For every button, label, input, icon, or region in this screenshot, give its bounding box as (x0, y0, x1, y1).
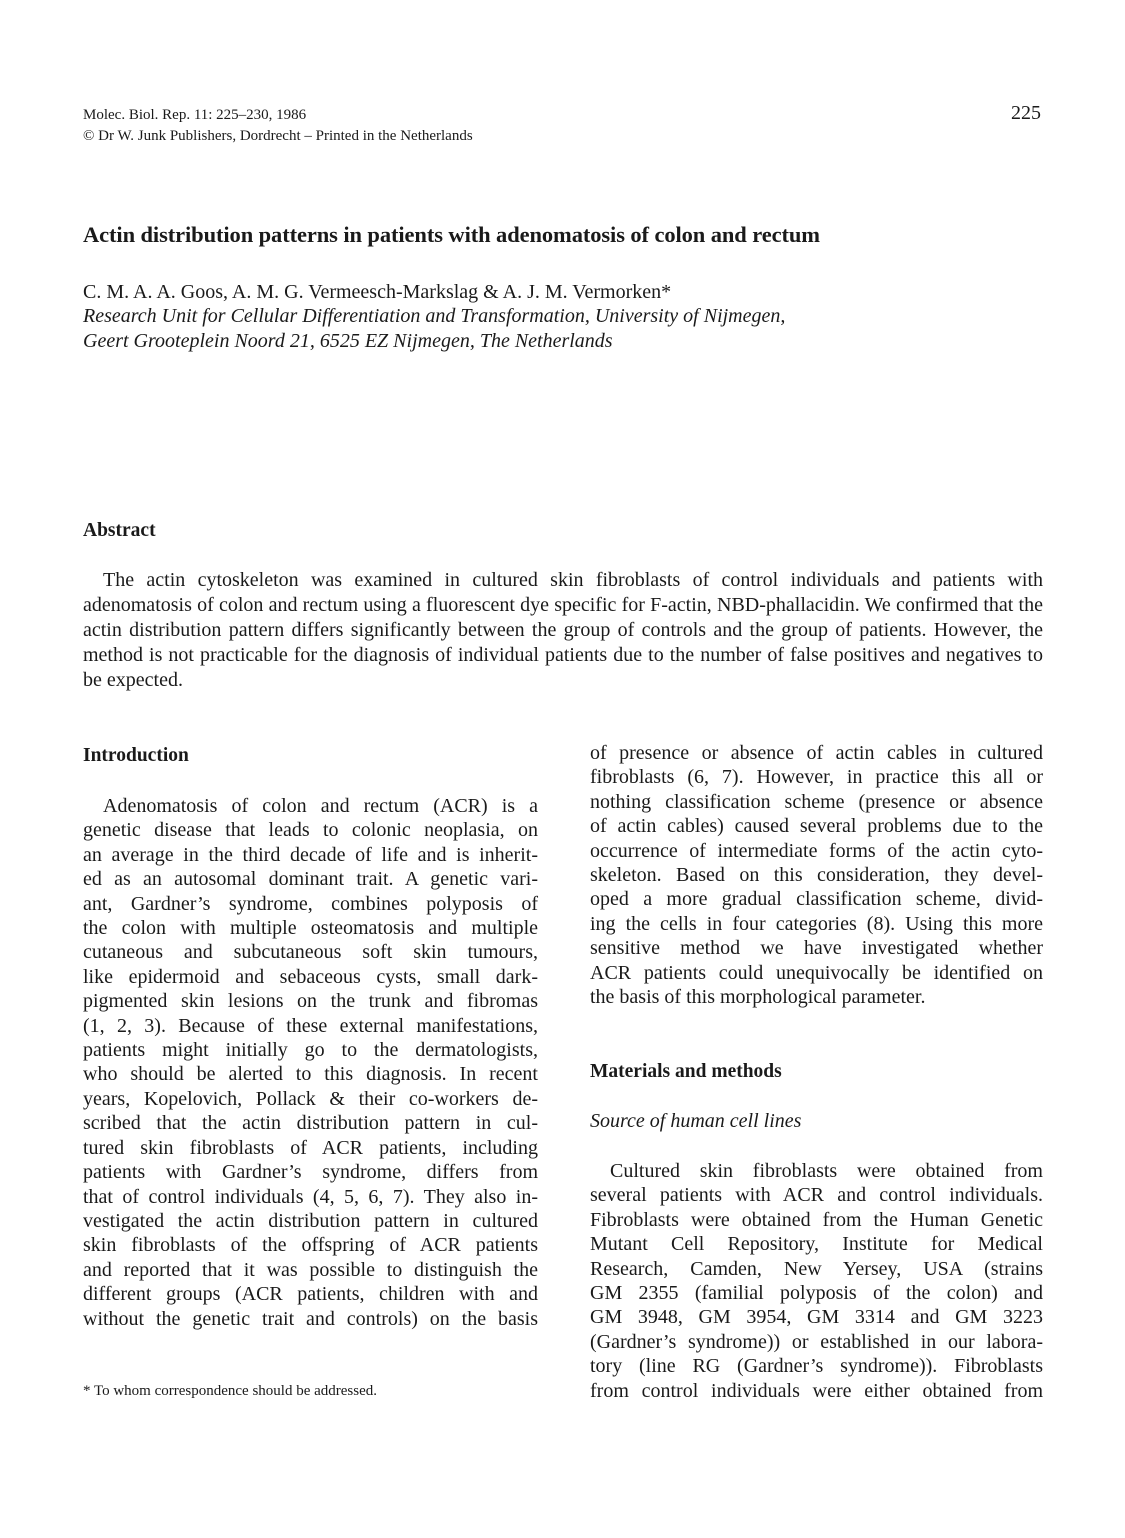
methods-line: tory (line RG (Gardner’s syndrome)). Fibroblasts (590, 1355, 1043, 1378)
intro-line: scribed that the actin distribution pattern in cul- (83, 1112, 538, 1135)
intro-cont-line: occurrence of intermediate forms of the actin cyto- (590, 839, 1043, 862)
intro-line: an average in the third decade of life and is inherit- (83, 843, 538, 866)
methods-line: Research, Camden, New Yersey, USA (strains (590, 1257, 1043, 1280)
methods-body (590, 1159, 1043, 1403)
intro-cont-line: fibroblasts (6, 7). However, in practice this all or (590, 766, 1043, 789)
intro-line: years, Kopelovich, Pollack & their co-workers de- (83, 1087, 538, 1110)
methods-subheading: Source of human cell lines (590, 1110, 802, 1132)
methods-line: Cultured skin fibroblasts were obtained from (610, 1160, 1043, 1182)
intro-line: (1, 2, 3). Because of these external manifestations, (83, 1014, 538, 1037)
intro-line: patients might initially go to the dermatologists, (83, 1039, 538, 1062)
intro-line: that of control individuals (4, 5, 6, 7). They also in- (83, 1185, 538, 1208)
intro-cont-line: sensitive method we have investigated whether (590, 937, 1043, 960)
intro-cont-line: ing the cells in four categories (8). Using this more (590, 912, 1043, 935)
intro-cont-line: ACR patients could unequivocally be identified on (590, 961, 1043, 984)
intro-line: patients with Gardner’s syndrome, differs from (83, 1161, 538, 1184)
intro-line: cutaneous and subcutaneous soft skin tumours, (83, 941, 538, 964)
abstract-text (83, 568, 1043, 693)
affiliation (83, 304, 785, 354)
intro-line: Adenomatosis of colon and rectum (ACR) is a (103, 795, 538, 817)
intro-line: genetic disease that leads to colonic neoplasia, on (83, 819, 538, 842)
intro-line: and reported that it was possible to distinguish the (83, 1258, 538, 1281)
methods-line: GM 2355 (familial polyposis of the colon) and (590, 1282, 1043, 1305)
journal-line-1: Molec. Biol. Rep. 11: 225–230, 1986 (83, 107, 307, 123)
methods-line: several patients with ACR and control individuals. (590, 1184, 1043, 1207)
intro-line: tured skin fibroblasts of ACR patients, including (83, 1136, 538, 1159)
journal-citation (83, 105, 473, 147)
methods-line: from control individuals were either obtained from (590, 1379, 1043, 1402)
footnote: * To whom correspondence should be addressed. (83, 1383, 378, 1399)
intro-line: the colon with multiple osteomatosis and multiple (83, 917, 538, 940)
intro-cont-line: of presence or absence of actin cables in cultured (590, 742, 1043, 764)
methods-line: Fibroblasts were obtained from the Human Genetic (590, 1208, 1043, 1231)
intro-line: vestigated the actin distribution pattern in cultured (83, 1209, 538, 1232)
intro-line: skin fibroblasts of the offspring of ACR patients (83, 1234, 538, 1257)
abstract-paragraph: The actin cytoskeleton was examined in cultured skin fibroblasts of control individuals and patients with adenomatosis of colon and rectum using a fluorescent dye specific for F-actin, NBD-phallacidin. We confirmed that the actin distribution pattern differs significantly between the group of controls and the group of patients. However, the method is not practicable for the diagnosis of individual patients due to the number of false positives and negatives to be expected. (83, 569, 1043, 691)
introduction-continuation (590, 741, 1043, 1009)
intro-line: ed as an autosomal dominant trait. A genetic vari- (83, 868, 538, 891)
affiliation-line-2: Geert Grooteplein Noord 21, 6525 EZ Nijmegen, The Netherlands (83, 330, 613, 352)
intro-line: different groups (ACR patients, children with and (83, 1283, 538, 1306)
intro-line: who should be alerted to this diagnosis. In recent (83, 1063, 538, 1086)
methods-line: GM 3948, GM 3954, GM 3314 and GM 3223 (590, 1306, 1043, 1329)
intro-line: pigmented skin lesions on the trunk and fibromas (83, 990, 538, 1013)
journal-line-2: © Dr W. Junk Publishers, Dordrecht – Printed in the Netherlands (83, 128, 473, 144)
intro-line: without the genetic trait and controls) on the basis (83, 1307, 538, 1330)
intro-cont-line: nothing classification scheme (presence or absence (590, 790, 1043, 813)
affiliation-line-1: Research Unit for Cellular Differentiation and Transformation, University of Nijmegen, (83, 305, 786, 327)
intro-cont-line: of actin cables) caused several problems due to the (590, 815, 1043, 838)
intro-line: ant, Gardner’s syndrome, combines polyposis of (83, 892, 538, 915)
methods-line: Mutant Cell Repository, Institute for Medical (590, 1233, 1043, 1256)
intro-cont-line: the basis of this morphological parameter. (590, 986, 926, 1009)
abstract-heading: Abstract (83, 520, 156, 541)
article-title: Actin distribution patterns in patients with adenomatosis of colon and rectum (83, 222, 820, 247)
methods-line: (Gardner’s syndrome)) or established in our labora- (590, 1330, 1043, 1353)
methods-heading: Materials and methods (590, 1061, 782, 1082)
introduction-body (83, 794, 538, 1331)
page-number: 225 (1011, 102, 1041, 124)
intro-line: like epidermoid and sebaceous cysts, small dark- (83, 965, 538, 988)
author-list: C. M. A. A. Goos, A. M. G. Vermeesch-Markslag & A. J. M. Vermorken* (83, 281, 672, 303)
introduction-heading: Introduction (83, 745, 189, 766)
intro-cont-line: skeleton. Based on this consideration, they devel- (590, 864, 1043, 887)
intro-cont-line: oped a more gradual classification scheme, divid- (590, 888, 1043, 911)
